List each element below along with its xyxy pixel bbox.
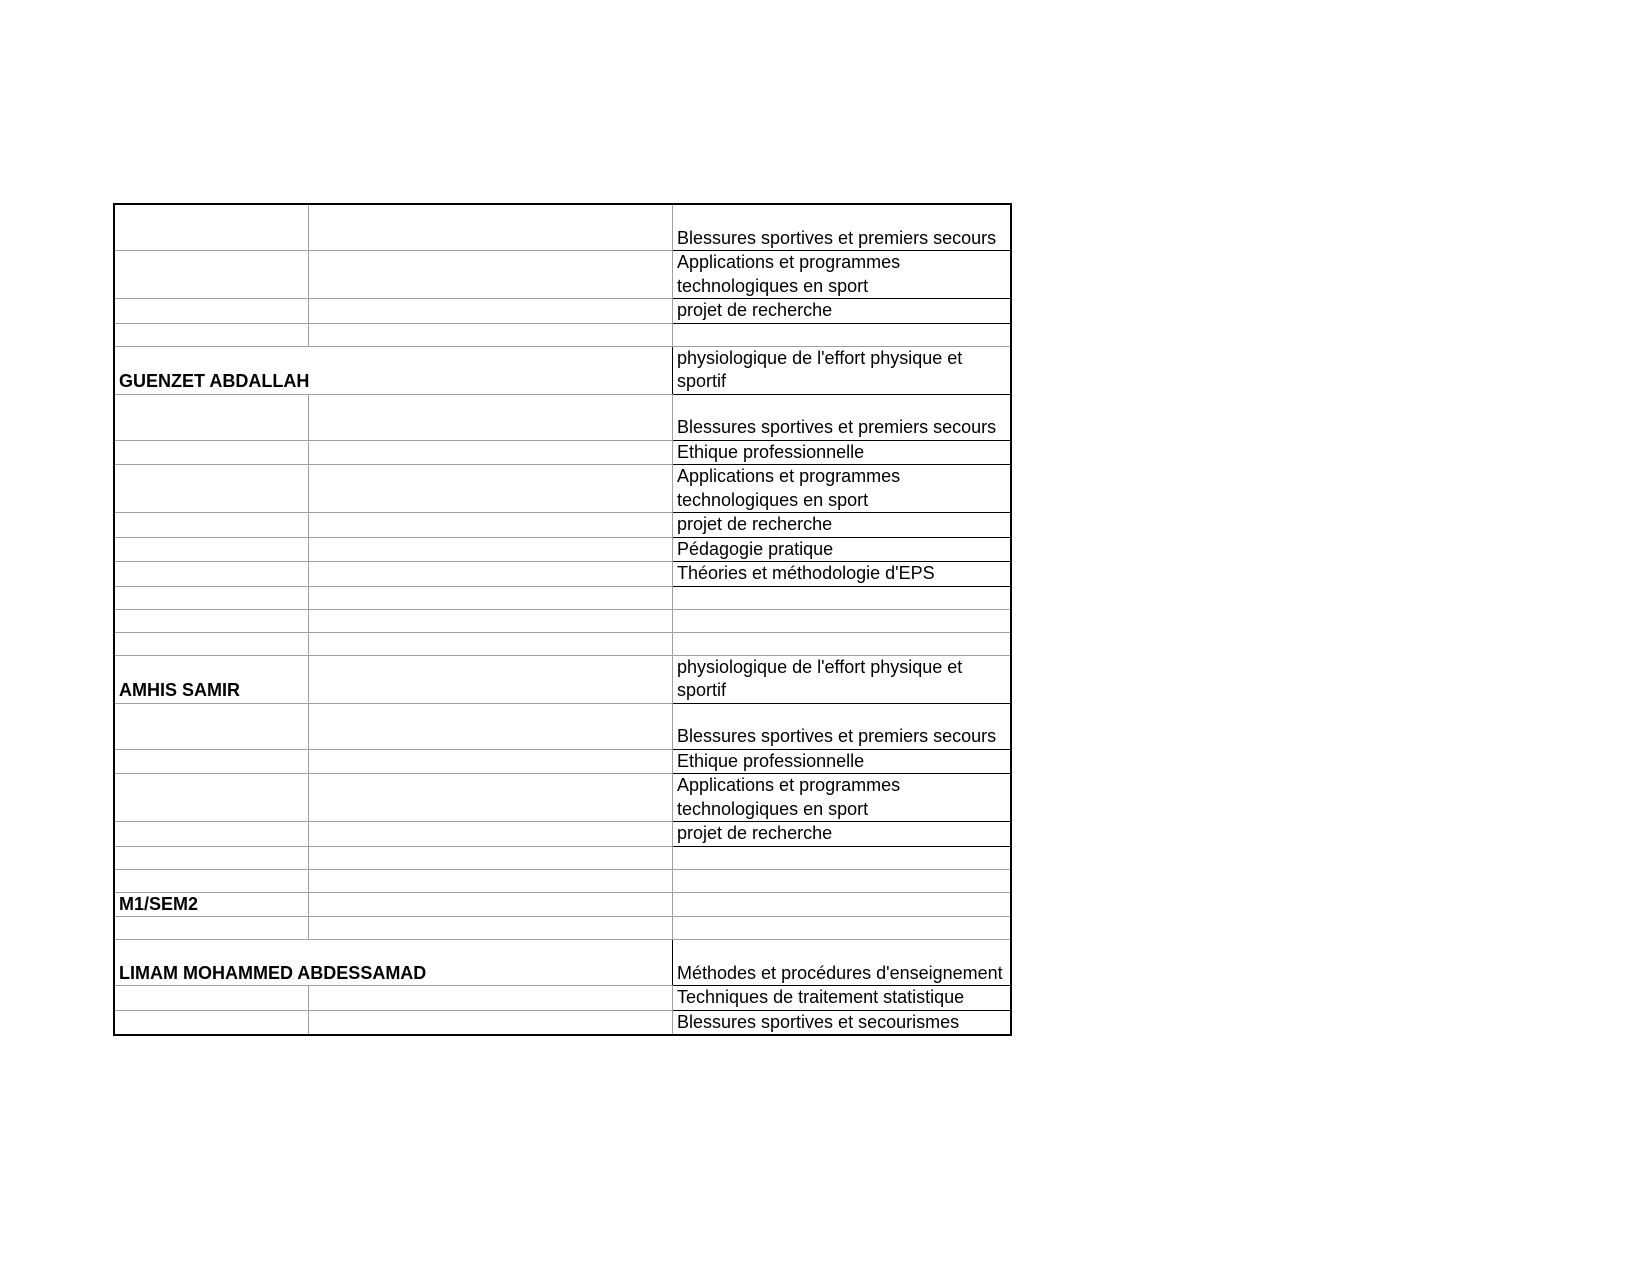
table-row — [114, 537, 1011, 562]
name-cell[interactable] — [114, 562, 309, 587]
course-cell[interactable]: Blessures sportives et premiers secours — [673, 703, 1012, 749]
empty-cell[interactable] — [309, 632, 673, 655]
course-cell[interactable]: Applications et programmes technologiques en sport — [673, 774, 1012, 822]
name-cell[interactable] — [114, 703, 309, 749]
name-cell[interactable] — [114, 299, 309, 324]
name-cell[interactable] — [114, 204, 309, 251]
teacher-name[interactable]: GUENZET ABDALLAH — [114, 346, 673, 394]
course-cell[interactable]: Pédagogie pratique — [673, 537, 1012, 562]
teacher-name[interactable]: LIMAM MOHAMMED ABDESSAMAD — [114, 940, 673, 986]
table-row — [114, 562, 1011, 587]
name-cell[interactable] — [114, 1010, 309, 1035]
table-row — [114, 440, 1011, 465]
empty-cell[interactable] — [309, 892, 673, 917]
table-row — [114, 703, 1011, 749]
table-row — [114, 986, 1011, 1011]
course-cell[interactable]: physiologique de l'effort physique et sportif — [673, 655, 1012, 703]
course-cell[interactable]: physiologique de l'effort physique et sportif — [673, 346, 1012, 394]
name-cell[interactable] — [114, 749, 309, 774]
table-row — [114, 513, 1011, 538]
table-row — [114, 917, 1011, 940]
table-row — [114, 586, 1011, 609]
course-cell[interactable] — [673, 917, 1012, 940]
name-cell[interactable] — [114, 986, 309, 1011]
course-cell[interactable] — [673, 892, 1012, 917]
table-row — [114, 822, 1011, 847]
course-cell[interactable]: Blessures sportives et premiers secours — [673, 204, 1012, 251]
name-cell[interactable] — [114, 513, 309, 538]
table-row — [114, 749, 1011, 774]
table-row — [114, 299, 1011, 324]
empty-cell[interactable] — [309, 749, 673, 774]
table-row — [114, 204, 1011, 251]
empty-cell[interactable] — [309, 440, 673, 465]
table-row — [114, 251, 1011, 299]
course-cell[interactable] — [673, 586, 1012, 609]
table-row — [114, 465, 1011, 513]
table-row — [114, 1010, 1011, 1035]
course-cell[interactable]: Applications et programmes technologiques en sport — [673, 251, 1012, 299]
empty-cell[interactable] — [309, 774, 673, 822]
empty-cell[interactable] — [309, 323, 673, 346]
empty-cell[interactable] — [309, 586, 673, 609]
course-cell[interactable]: Applications et programmes technologiques en sport — [673, 465, 1012, 513]
name-cell[interactable] — [114, 822, 309, 847]
empty-cell[interactable] — [309, 562, 673, 587]
name-cell[interactable] — [114, 251, 309, 299]
course-cell[interactable]: Ethique professionnelle — [673, 440, 1012, 465]
empty-cell[interactable] — [309, 251, 673, 299]
empty-cell[interactable] — [309, 986, 673, 1011]
empty-cell[interactable] — [309, 703, 673, 749]
course-cell[interactable]: Méthodes et procédures d'enseignement — [673, 940, 1012, 986]
empty-cell[interactable] — [309, 513, 673, 538]
empty-cell[interactable] — [309, 465, 673, 513]
table-row — [114, 774, 1011, 822]
name-cell[interactable] — [114, 586, 309, 609]
empty-cell[interactable] — [309, 394, 673, 440]
name-cell[interactable] — [114, 394, 309, 440]
name-cell[interactable] — [114, 917, 309, 940]
empty-cell[interactable] — [309, 869, 673, 892]
course-cell[interactable] — [673, 846, 1012, 869]
table-row — [114, 940, 1011, 986]
course-cell[interactable]: Blessures sportives et premiers secours — [673, 394, 1012, 440]
course-cell[interactable]: projet de recherche — [673, 822, 1012, 847]
name-cell[interactable] — [114, 846, 309, 869]
course-cell[interactable]: Ethique professionnelle — [673, 749, 1012, 774]
course-cell[interactable] — [673, 323, 1012, 346]
empty-cell[interactable] — [309, 655, 673, 703]
course-cell[interactable]: projet de recherche — [673, 299, 1012, 324]
course-cell[interactable]: Théories et méthodologie d'EPS — [673, 562, 1012, 587]
course-cell[interactable]: projet de recherche — [673, 513, 1012, 538]
name-cell[interactable] — [114, 440, 309, 465]
table-row — [114, 869, 1011, 892]
name-cell[interactable] — [114, 537, 309, 562]
empty-cell[interactable] — [309, 299, 673, 324]
table-row — [114, 346, 1011, 394]
empty-cell[interactable] — [309, 917, 673, 940]
name-cell[interactable] — [114, 774, 309, 822]
empty-cell[interactable] — [309, 822, 673, 847]
course-cell[interactable] — [673, 609, 1012, 632]
semester-label[interactable]: M1/SEM2 — [114, 892, 309, 917]
empty-cell[interactable] — [309, 1010, 673, 1035]
name-cell[interactable] — [114, 323, 309, 346]
table-row — [114, 609, 1011, 632]
empty-cell[interactable] — [309, 537, 673, 562]
course-cell[interactable]: Techniques de traitement statistique — [673, 986, 1012, 1011]
course-cell[interactable]: Blessures sportives et secourismes — [673, 1010, 1012, 1035]
name-cell[interactable] — [114, 869, 309, 892]
table-row — [114, 846, 1011, 869]
course-cell[interactable] — [673, 632, 1012, 655]
table-row — [114, 892, 1011, 917]
course-cell[interactable] — [673, 869, 1012, 892]
empty-cell[interactable] — [309, 609, 673, 632]
empty-cell[interactable] — [309, 846, 673, 869]
name-cell[interactable] — [114, 632, 309, 655]
table-row — [114, 655, 1011, 703]
table-row — [114, 394, 1011, 440]
teacher-name[interactable]: AMHIS SAMIR — [114, 655, 309, 703]
name-cell[interactable] — [114, 609, 309, 632]
empty-cell[interactable] — [309, 204, 673, 251]
name-cell[interactable] — [114, 465, 309, 513]
table-row — [114, 323, 1011, 346]
schedule-table — [113, 203, 1012, 1036]
table-row — [114, 632, 1011, 655]
